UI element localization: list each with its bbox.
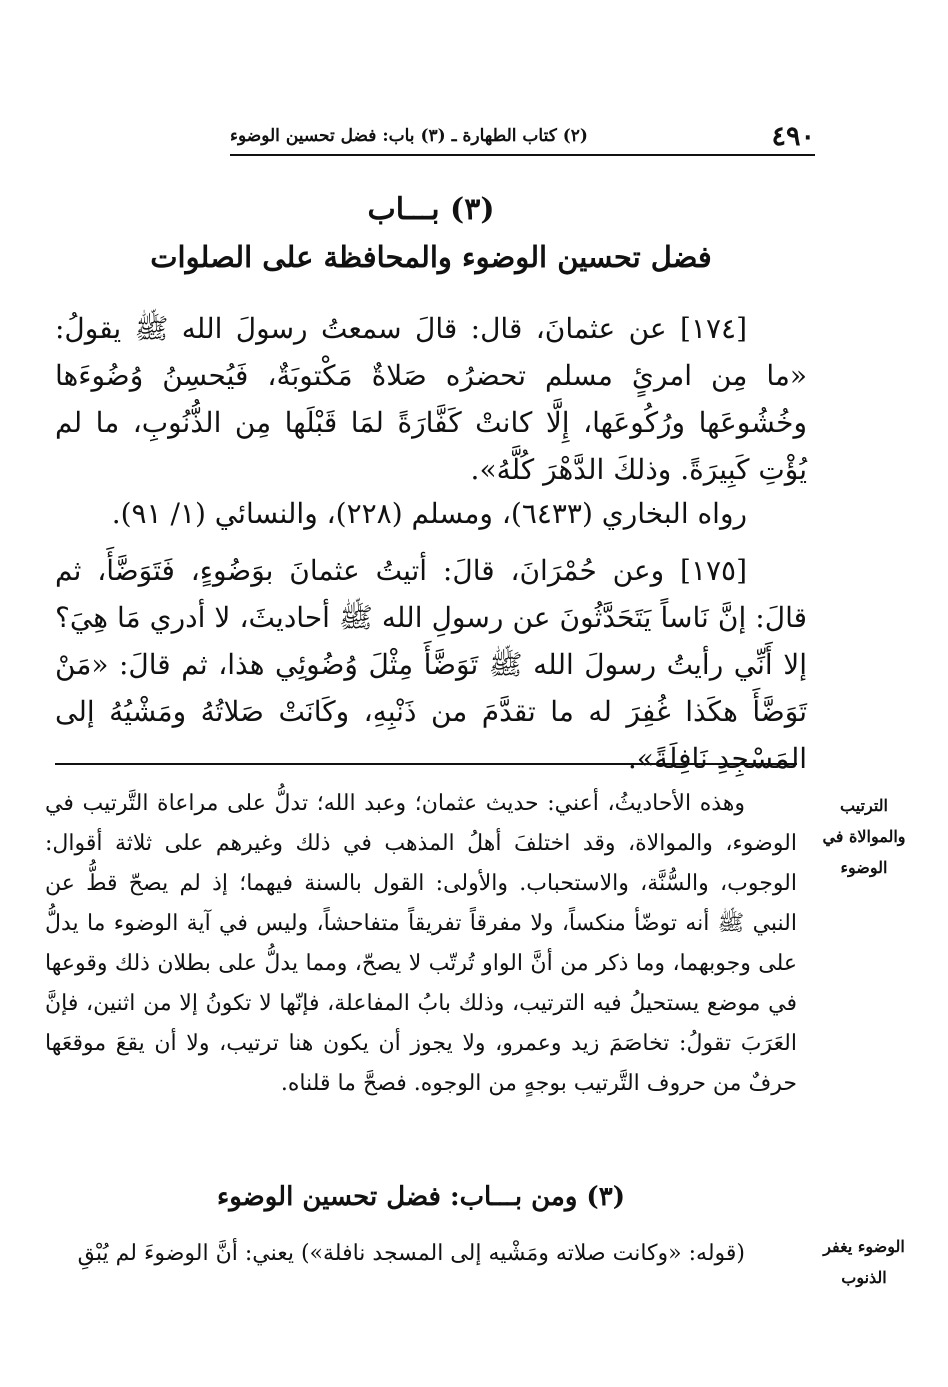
hadith-174-text: [١٧٤] عن عثمانَ، قال: قالَ سمعتُ رسولَ الله ﷺ يقولُ: «ما مِن امرئٍ مسلم تحضرُه صَلاةٌ مَكْتوبَةٌ، فَيُحسِنُ وُضُوءَها وخُشُوعَها ورُكُوعَها، إِلَّا كانتْ كَفَّارَةً لمَا قَبْلَها مِن الذُّنُوبِ، ما لم يُؤْتِ كَبِيرَةً. وذلكَ الدَّهْرَ كُلَّهُ». bbox=[55, 312, 808, 486]
chapter-number: (٣) بـــاب bbox=[367, 192, 495, 227]
commentary-paragraph-2 bbox=[45, 1234, 797, 1274]
commentary-text-1: وهذه الأحاديثُ، أعني: حديث عثمان؛ وعبد الله؛ تدلُّ على مراعاة التَّرتيب في الوضوء، والموالاة، وقد اختلفَ أهلُ المذهب في ذلك وغيرهم على ثلاثة أقوال: الوجوب، والسُّنَّة، والاستحباب. والأولى: القول بالسنة فيهما؛ إذ لم يصحّ قطُّ عن النبي ﷺ أنه توضّأ منكساً، ولا مفرقاً تفريقاً متفاحشاً، وليس في آية الوضوء ما يدلُّ على وجوبهما، وما ذكر من أنَّ الواو تُرتّب لا يصحّ، ومما يدلُّ على بطلان ذلك وقوعها في موضع يستحيلُ فيه الترتيب، وذلك بابُ المفاعلة، فإنّها لا تكونُ إلا من اثنين، فإنَّ العَرَبَ تقولُ: تخاصَمَ زيد وعمرو، ولا يجوز أن يكون هنا ترتيب، ولا أن يقعَ موقعَها حرفٌ من حروف التَّرتيب بوجهٍ من الوجوه. فصحَّ ما قلناه. bbox=[45, 791, 798, 1096]
page-number: ٤٩٠ bbox=[771, 120, 815, 152]
page-header bbox=[230, 118, 815, 156]
running-title: (٢) كتاب الطهارة ـ (٣) باب: فضل تحسين الوضوء bbox=[230, 126, 588, 146]
hadith-174 bbox=[55, 305, 807, 493]
margin-note-wudu-forgives-sins: الوضوء يغفر الذنوب bbox=[823, 1237, 905, 1287]
hadith-174-source bbox=[55, 490, 807, 537]
chapter-heading: فضل تحسين الوضوء والمحافظة على الصلوات bbox=[150, 240, 712, 274]
margin-note-order-in-wudu: الترتيب والموالاة في الوضوء bbox=[822, 796, 906, 877]
commentary-subheading: (٣) ومن بـــاب: فضل تحسين الوضوء bbox=[216, 1182, 626, 1212]
section-divider bbox=[55, 763, 797, 765]
hadith-175 bbox=[55, 547, 807, 782]
commentary-paragraph-1 bbox=[45, 784, 797, 1104]
hadith-175-text: [١٧٥] وعن حُمْرَانَ، قالَ: أتيتُ عثمانَ بوَضُوءٍ، فَتَوَضَّأَ، ثم قالَ: إنَّ نَاساً يَتَحَدَّثُونَ عن رسولِ الله ﷺ أحاديثَ، لا أدري مَا هِيَ؟ إلا أَنِّي رأيتُ رسولَ الله ﷺ تَوَضَّأَ مِثْلَ وُضُوئِي هذا، ثم قالَ: «مَنْ تَوَضَّأَ هكَذا غُفِرَ له ما تقدَّمَ من ذَنْبِهِ، وكَانَتْ صَلاتُهُ ومَشْيُهُ إلى المَسْجِدِ نَافِلَةً». bbox=[55, 554, 807, 775]
commentary-text-2: (قوله: «وكانت صلاته ومَشْيه إلى المسجد نافلة») يعني: أنَّ الوضوءَ لم يُبْقِ bbox=[77, 1241, 745, 1266]
hadith-174-source-text: رواه البخاري (٦٤٣٣)، ومسلم (٢٢٨)، والنسائي (١/ ٩١). bbox=[111, 497, 747, 530]
